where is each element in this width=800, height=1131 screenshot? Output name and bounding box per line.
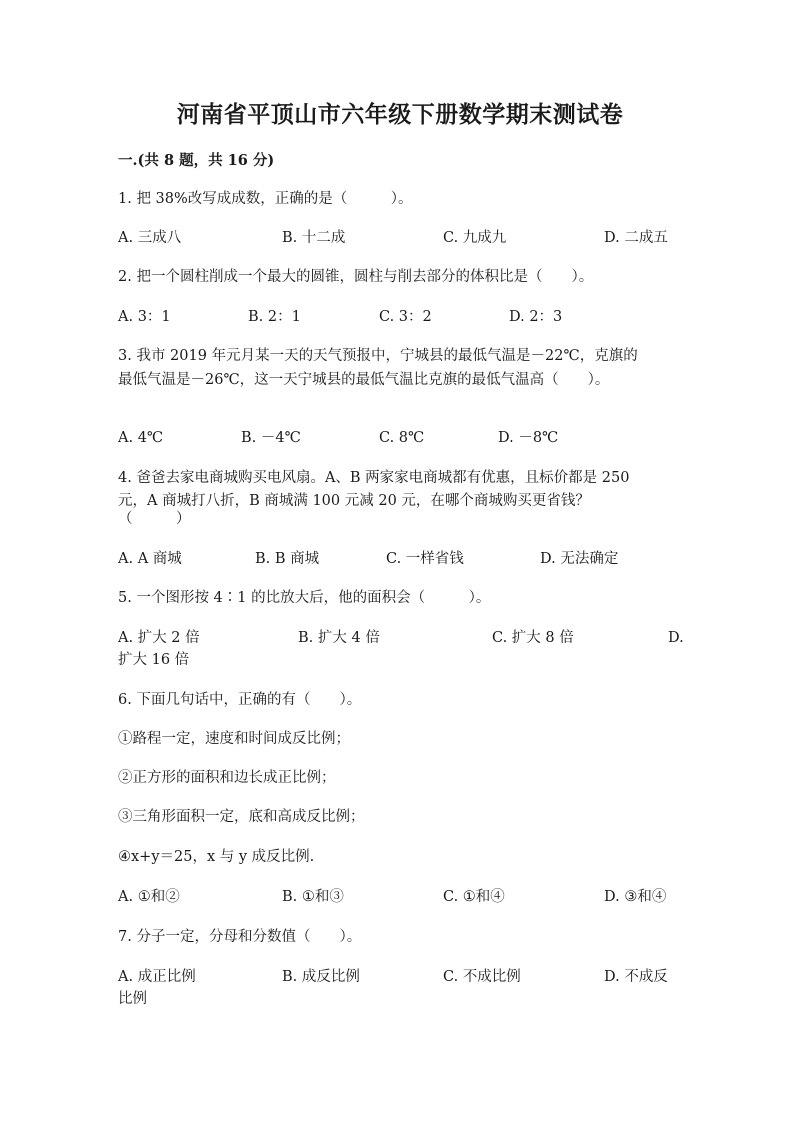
q1-option-a: A. 三成八 xyxy=(118,230,182,246)
q2-option-d: D. 2：3 xyxy=(509,309,563,325)
q3-option-b: B. －4℃ xyxy=(241,430,301,446)
q4-option-b: B. B 商城 xyxy=(255,551,320,567)
question-4-text-line-1: 4. 爸爸去家电商城购买电风扇。A、B 两家家电商城都有优惠，且标价都是 250 xyxy=(118,470,630,486)
q6-option-a: A. ①和② xyxy=(118,889,180,905)
q7-option-a: A. 成正比例 xyxy=(118,969,196,985)
section-heading: 一.(共 8 题，共 16 分) xyxy=(118,152,275,169)
q7-option-c: C. 不成比例 xyxy=(443,969,521,985)
exam-title: 河南省平顶山市六年级下册数学期末测试卷 xyxy=(176,101,624,128)
q6-statement-3: ③三角形面积一定，底和高成反比例； xyxy=(118,809,365,825)
q7-option-d-wrap: 比例 xyxy=(118,991,147,1007)
q3-option-a: A. 4℃ xyxy=(118,430,164,446)
q5-option-a: A. 扩大 2 倍 xyxy=(118,630,200,646)
question-6-text: 6. 下面几句话中，正确的有（ ）。 xyxy=(118,692,362,708)
q6-statement-4: ④x+y＝25，x 与 y 成反比例. xyxy=(118,849,315,865)
q2-option-c: C. 3：2 xyxy=(379,309,432,325)
q5-option-b: B. 扩大 4 倍 xyxy=(298,630,380,646)
q6-option-d: D. ③和④ xyxy=(604,889,667,905)
q1-option-d: D. 二成五 xyxy=(604,230,668,246)
question-5-text: 5. 一个图形按 4∶1 的比放大后，他的面积会（ ）。 xyxy=(118,590,491,606)
q1-option-c: C. 九成九 xyxy=(443,230,507,246)
q5-option-d-wrap: 扩大 16 倍 xyxy=(118,652,190,668)
q6-option-c: C. ①和④ xyxy=(443,889,505,905)
q7-option-b: B. 成反比例 xyxy=(282,969,360,985)
q2-option-b: B. 2：1 xyxy=(248,309,301,325)
question-1-text: 1. 把 38%改写成成数，正确的是（ ）。 xyxy=(118,191,413,207)
question-2-text: 2. 把一个圆柱削成一个最大的圆锥，圆柱与削去部分的体积比是（ ）。 xyxy=(118,269,594,285)
q3-option-c: C. 8℃ xyxy=(379,430,425,446)
q6-statement-2: ②正方形的面积和边长成正比例； xyxy=(118,770,336,786)
question-4-text-line-3: （ ） xyxy=(118,511,191,527)
q5-option-c: C. 扩大 8 倍 xyxy=(492,630,574,646)
q4-option-d: D. 无法确定 xyxy=(540,551,619,567)
q6-option-b: B. ①和③ xyxy=(282,889,344,905)
q6-statement-1: ①路程一定，速度和时间成反比例； xyxy=(118,731,350,747)
q4-option-c: C. 一样省钱 xyxy=(386,551,464,567)
q7-option-d: D. 不成反 xyxy=(604,969,668,985)
question-3-text-line-1: 3. 我市 2019 年元月某一天的天气预报中，宁城县的最低气温是－22℃，克旗的 xyxy=(118,348,638,364)
question-4-text-line-2: 元，A 商城打八折，B 商城满 100 元减 20 元，在哪个商城购买更省钱？ xyxy=(118,493,590,509)
q4-option-a: A. A 商城 xyxy=(118,551,182,567)
question-3-text-line-2: 最低气温是－26℃，这一天宁城县的最低气温比克旗的最低气温高（ ）。 xyxy=(118,372,610,388)
q2-option-a: A. 3：1 xyxy=(118,309,171,325)
q5-option-d: D. xyxy=(668,630,684,646)
question-7-text: 7. 分子一定，分母和分数值（ ）。 xyxy=(118,929,362,945)
q3-option-d: D. －8℃ xyxy=(498,430,559,446)
q1-option-b: B. 十二成 xyxy=(282,230,346,246)
